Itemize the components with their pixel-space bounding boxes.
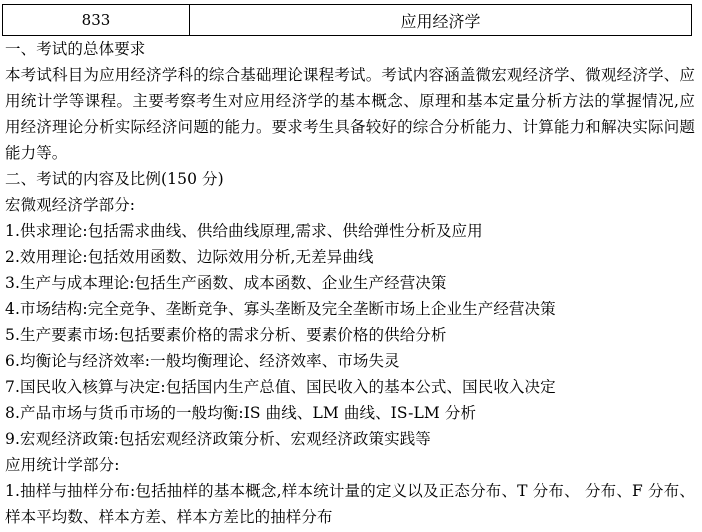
general-requirements-paragraph: 本考试科目为应用经济学科的综合基础理论课程考试。考试内容涵盖微宏观经济学、微观经济学、应用统计学等课程。主要考察考生对应用经济学的基本概念、原理和基本定量分析方法的掌握情况,应用经济理论分析实际经济问题的能力。要求考生具备较好的综合分析能力、计算能力和解决实际问题能力等。 xyxy=(5,66,695,162)
list-item: 1.供求理论:包括需求曲线、供给曲线原理,需求、供给弹性分析及应用 xyxy=(5,222,483,240)
list-item: 8.产品市场与货币市场的一般均衡:IS 曲线、LM 曲线、IS-LM 分析 xyxy=(5,404,477,422)
list-item: 5.生产要素市场:包括要素价格的需求分析、要素价格的供给分析 xyxy=(5,326,447,344)
list-item: 6.均衡论与经济效率:一般均衡理论、经济效率、市场失灵 xyxy=(5,352,400,370)
list-item: 3.生产与成本理论:包括生产函数、成本函数、企业生产经营决策 xyxy=(5,274,447,292)
list-item: 2.效用理论:包括效用函数、边际效用分析,无差异曲线 xyxy=(5,248,374,266)
exam-code: 833 xyxy=(3,5,190,36)
list-item: 9.宏观经济政策:包括宏观经济政策分析、宏观经济政策实践等 xyxy=(5,430,431,448)
exam-subject: 应用经济学 xyxy=(190,5,692,36)
header-row xyxy=(3,5,692,36)
list-item: 7.国民收入核算与决定:包括国内生产总值、国民收入的基本公式、国民收入决定 xyxy=(5,378,556,396)
list-item: 1.抽样与抽样分布:包括抽样的基本概念,样本统计量的定义以及正态分布、T 分布、 分布、F 分布、样本平均数、样本方差、样本方差比的抽样分布 xyxy=(5,482,695,526)
section-title-content-ratio: 二、考试的内容及比例(150 分) xyxy=(5,170,224,188)
part-title-statistics: 应用统计学部分: xyxy=(5,456,120,474)
part-title-economics: 宏微观经济学部分: xyxy=(5,196,136,214)
exam-content xyxy=(5,36,699,530)
list-item: 4.市场结构:完全竞争、垄断竞争、寡头垄断及完全垄断市场上企业生产经营决策 xyxy=(5,300,556,318)
section-title-general-requirements: 一、考试的总体要求 xyxy=(5,40,146,58)
header-table xyxy=(2,4,692,36)
